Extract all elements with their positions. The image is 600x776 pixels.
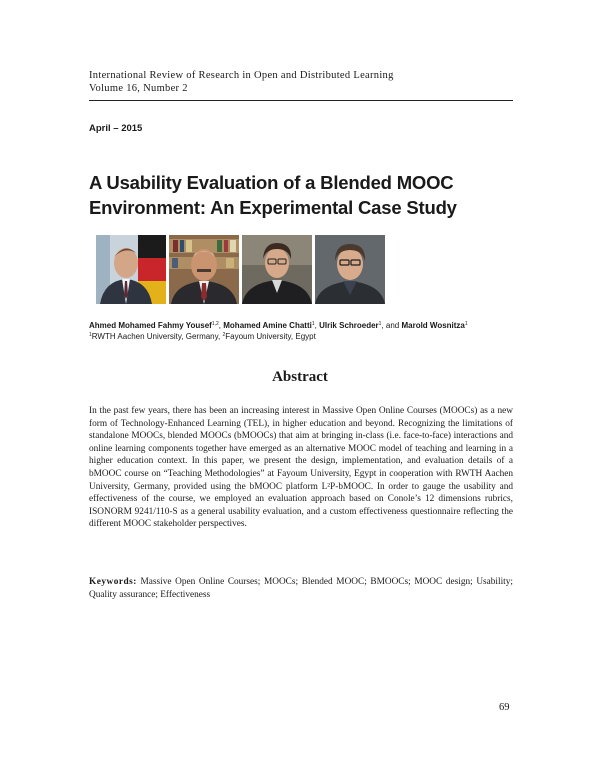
affiliations [89, 330, 529, 342]
author-name-4: Marold Wosnitza [401, 321, 465, 330]
affil-sup-1: 1 [89, 332, 92, 338]
keywords [89, 576, 513, 601]
author-name-1: Ahmed Mohamed Fahmy Yousef [89, 321, 212, 330]
author-photos [96, 235, 385, 304]
journal-header [89, 69, 513, 95]
affil-sup-2: 2 [222, 332, 226, 338]
author-sup-3: 1 [378, 321, 382, 327]
author-photo-4 [315, 235, 385, 304]
abstract-body: In the past few years, there has been an increasing interest in Massive Open Online Courses (MOOCs) as a new form of Technology-Enhanced Learning (TEL), in higher education and beyond. Recognizing the limitations of standalone MOOCs, blended MOOCs (bMOOCs) that aim at bringing in-class (i.e. face-to-face) interactions and online learning components together have emerged as an alternative MOOC model of teaching and learning in a higher education context. In this paper, we present the design, implementation, and evaluation details of a bMOOC course on “Teaching Methodologies” at Fayoum University, Egypt in cooperation with RWTH Aachen University, Germany, provided using the bMOOC platform L²P-bMOOC. In order to gauge the usability and effectiveness of the course, we employed an evaluation approach based on Conole’s 12 dimensions rubrics, ISONORM 9241/110-S as a general usability evaluation, and a custom effectiveness questionnaire reflecting the different MOOC stakeholder perspectives. [89, 406, 513, 530]
journal-name: International Review of Research in Open and Distributed Learning [89, 70, 394, 81]
keywords-label: Keywords: [89, 577, 137, 587]
author-sup-2: 1 [311, 321, 315, 327]
journal-volume: Volume 16, Number 2 [89, 83, 188, 94]
author-sup-1: 1,2 [211, 321, 219, 327]
page-number: 69 [499, 702, 510, 713]
affil-text-2: Fayoum University, Egypt [225, 332, 316, 341]
author-photo-1 [96, 235, 166, 304]
keywords-text: Massive Open Online Courses; MOOCs; Blended MOOC; BMOOCs; MOOC design; Usability; Quality assurance; Effectiveness [89, 577, 513, 600]
author-sup-4: 1 [464, 321, 468, 327]
issue-date: April – 2015 [89, 123, 143, 134]
author-separator-1: , [218, 321, 224, 330]
abstract-heading: Abstract [272, 369, 328, 385]
affil-text-1: RWTH Aachen University, Germany, [91, 332, 223, 341]
author-separator-3: , and [381, 321, 402, 330]
author-name-3: Ulrik Schroeder [319, 321, 379, 330]
author-photo-2 [169, 235, 239, 304]
author-separator-2: , [314, 321, 320, 330]
author-name-2: Mohamed Amine Chatti [223, 321, 312, 330]
author-photo-3 [242, 235, 312, 304]
header-rule [89, 100, 513, 101]
paper-title: A Usability Evaluation of a Blended MOOC Environment: An Experimental Case Study [89, 172, 457, 218]
